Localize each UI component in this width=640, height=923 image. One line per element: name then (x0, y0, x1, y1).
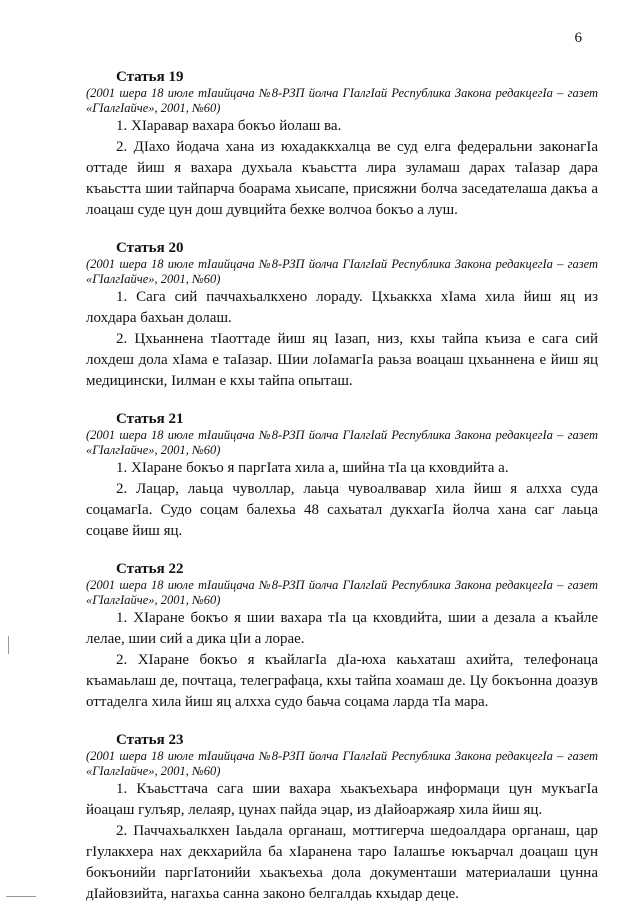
article-19 (86, 68, 598, 221)
article-source-note: (2001 шера 18 июле тІаийцача №8-РЗП йолча ГІалгІай Республика Закона редакцегІа – газет «ГІалгІайче», 2001, №60) (86, 257, 598, 286)
article-21 (86, 410, 598, 542)
article-title: Статья 23 (116, 732, 184, 748)
article-paragraph: 1. Сага сий паччахьалкхено лораду. Цхьаккха хІама хила йиш яц из лохдара бахьан долаш. (86, 289, 598, 326)
page-number: 6 (574, 30, 582, 46)
article-22 (86, 560, 598, 713)
article-paragraph: 1. Къаьсттача сага шии вахара хьакъехьара информаци цун мукъагІа йоацаш гулъяр, лелаяр, цунах пайда эцар, из дІайоаржаяр хила йиш яц. (86, 781, 598, 818)
article-paragraph: 2. ДІахо йодача хана из юхадаккхалца ве суд елга федеральни законагІа оттаде йиш я вахара духьала къаьстта лира зуламаш дарах таІазар дара къаьстта шии тайпарча боарама хьисапе, присяжни болча заседателаша дакъа а лоацаш суде цун дош дувцийта бехке волчоа бокъо а луш. (86, 139, 598, 218)
document-body (86, 68, 598, 923)
article-source-note: (2001 шера 18 июле тІаийцача №8-РЗП йолча ГІалгІай Республика Закона редакцегІа – газет «ГІалгІайче», 2001, №60) (86, 749, 598, 778)
article-paragraph: 2. Цхьаннена тІаоттаде йиш яц Іазап, низ, кхы тайпа къиза е сага сий лохдеш дола хІама е таІазар. Шии лоІамагІа раьза воацаш цхьаннена е йиш яц медицински, Іилман е кхы тайпа опыташ. (86, 331, 598, 389)
article-source-note: (2001 шера 18 июле тІаийцача №8-РЗП йолча ГІалгІай Республика Закона редакцегІа – газет «ГІалгІайче», 2001, №60) (86, 86, 598, 115)
article-source-note: (2001 шера 18 июле тІаийцача №8-РЗП йолча ГІалгІай Республика Закона редакцегІа – газет «ГІалгІайче», 2001, №60) (86, 428, 598, 457)
article-source-note: (2001 шера 18 июле тІаийцача №8-РЗП йолча ГІалгІай Республика Закона редакцегІа – газет «ГІалгІайче», 2001, №60) (86, 578, 598, 607)
article-20 (86, 239, 598, 392)
article-23 (86, 731, 598, 905)
scan-edge-mark (6, 896, 36, 897)
article-title: Статья 19 (116, 69, 184, 85)
article-title: Статья 21 (116, 411, 184, 427)
scan-edge-mark (8, 636, 9, 654)
article-paragraph: 2. ХІаране бокъо я къайлагІа дІа-юха каьхаташ ахийта, телефонаца къамаьлаш де, почтаца, телеграфаца, кхы тайпа хоамаш де. Цу бокъонна доазув оттаделга хила йиш яц алхха судо баьча соцама ларда тІа мара. (86, 652, 598, 710)
article-paragraph: 1. ХІаране бокъо я паргІата хила а, шийна тІа ца кховдийта а. (116, 460, 509, 476)
article-paragraph: 2. Лацар, лаьца чуволлар, лаьца чувоалвавар хила йиш я алхха суда соцамагІа. Судо соцам балехьа 48 сахьатал дукхагІа йолча хана саг лаьца соцаве йиш яц. (86, 481, 598, 539)
article-paragraph: 1. ХІаране бокъо я шии вахара тІа ца кховдийта, шии а дезала а къайле лелае, шии сий а дика цІи а лорае. (86, 610, 598, 647)
article-title: Статья 22 (116, 561, 184, 577)
article-paragraph: 2. Паччахьалкхен Іаьдала органаш, моттигерча шедоалдара органаш, цар гІулакхера нах декхарийла ба хІаранена таро Іалашъе юкъарчал доацаш цун бокъонийи паргІатонийи хьакъехьа дола документаши материалаши цунна дІайовзийта, нагахьа санна законо белгалдаь кхыдар деце. (86, 823, 598, 902)
article-title: Статья 20 (116, 240, 184, 256)
article-paragraph: 1. ХІаравар вахара бокъо йолаш ва. (116, 118, 342, 134)
